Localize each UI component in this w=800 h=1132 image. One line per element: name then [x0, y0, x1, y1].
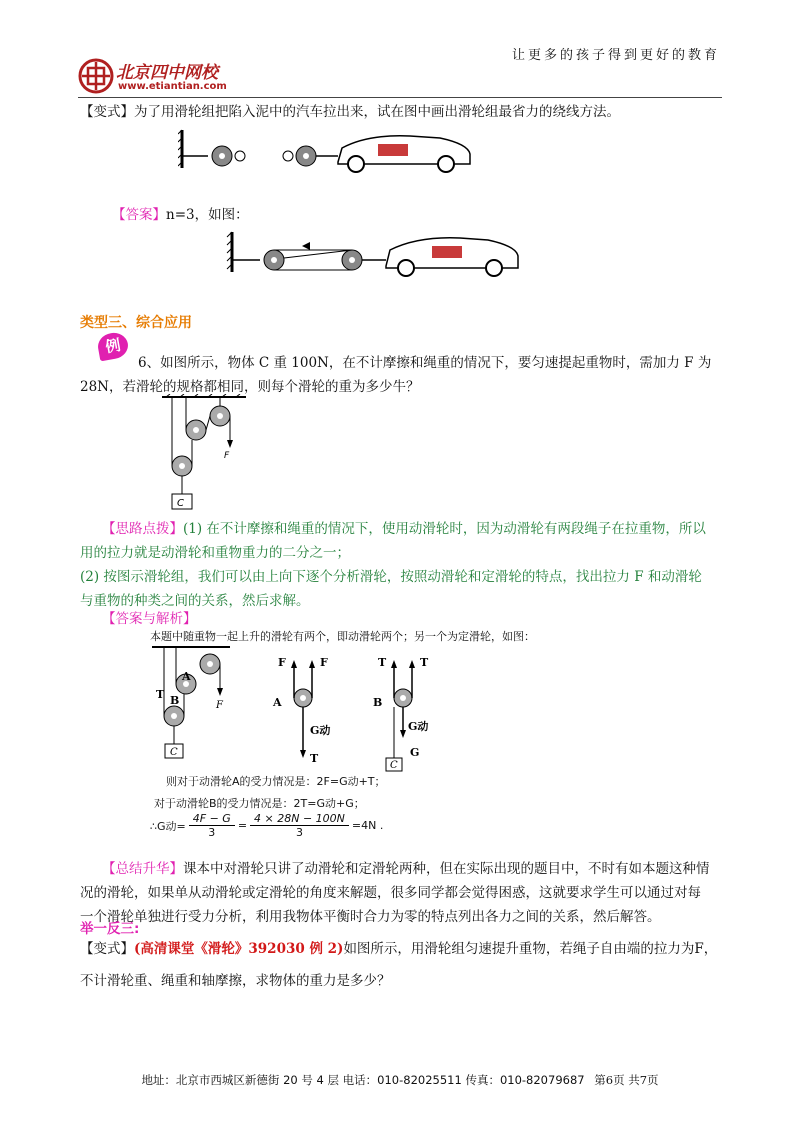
- label-gdong-b: G动: [408, 720, 429, 733]
- practice-ref: (高清课堂《滑轮》392030 例 2): [134, 941, 344, 957]
- label-b: B: [170, 694, 180, 707]
- eq3-frac1-den: 3: [208, 826, 216, 839]
- logo-emblem-icon: [78, 58, 114, 94]
- practice-line1: [80, 937, 717, 961]
- label-f-a1: F: [278, 656, 286, 669]
- force-f-label: F: [224, 451, 230, 461]
- practice-title: 举一反三:: [80, 921, 140, 937]
- eq3-frac1-num: 4F − G: [189, 812, 235, 826]
- car-pulley-figure: [178, 128, 478, 174]
- label-t-a: T: [310, 752, 319, 765]
- label-c-fbd: C: [390, 760, 398, 771]
- hint-line1: (1) 在不计摩擦和绳重的情况下，使用动滑轮时，因为动滑轮有两段绳子在拉重物，所以: [183, 521, 706, 537]
- footer-page: 第6页 共7页: [594, 1073, 659, 1087]
- hint-line2: 用的拉力就是动滑轮和重物重力的二分之一；: [80, 545, 350, 561]
- summary-line3: 一个滑轮单独进行受力分析，利用我物体平衡时合力为零的特点列出各力之间的关系，然后解答。: [80, 909, 661, 925]
- variant1-tag: 【变式】: [80, 104, 134, 120]
- summary-block: [80, 857, 722, 929]
- practice-tag: 【变式】: [80, 941, 134, 957]
- label-gdong-a: G动: [310, 724, 331, 737]
- solution-eq3: ∴G动= $\frac{4F - G}{3}$ = $\frac{4 \times 28N - 100N}{3}$ =4N .: [150, 812, 384, 839]
- eq3-result: =4N .: [351, 819, 384, 832]
- eq3-fraction2: [250, 812, 349, 839]
- variant1-text: 为了用滑轮组把陷入泥中的汽车拉出来，试在图中画出滑轮组最省力的绕线方法。: [134, 104, 620, 120]
- eq3-prefix: ∴G动=: [150, 819, 186, 833]
- example6-line1: 6、如图所示，物体 C 重 100N，在不计摩擦和绳重的情况下，要匀速提起重物时，需加力 F 为: [138, 355, 712, 371]
- hint-tag: 【思路点拨】: [102, 521, 183, 537]
- label-b-fbd: B: [373, 696, 383, 709]
- label-f-a2: F: [320, 656, 328, 669]
- label-t-left: T: [156, 688, 165, 701]
- car-pulley-answer-figure: [226, 228, 522, 278]
- answer1-tag: 【答案】: [112, 207, 166, 223]
- answer1-text: n=3，如图：: [166, 207, 249, 223]
- eq3-frac2-den: 3: [295, 826, 303, 839]
- solution-eq2: 对于动滑轮B的受力情况是：2T=G动+G；: [154, 797, 365, 810]
- example6-line2: 28N，若滑轮的规格都相同，则每个滑轮的重为多少牛？: [80, 379, 420, 395]
- summary-line2: 况的滑轮，如果单从动滑轮或定滑轮的角度来解题，很多同学都会觉得困惑，这就要求学生可以通过对每: [80, 885, 701, 901]
- force-analysis-figure: [150, 644, 450, 772]
- summary-line1: 课本中对滑轮只讲了动滑轮和定滑轮两种，但在实际出现的题目中，不时有如本题这种情: [183, 861, 710, 877]
- logo-url: www.etiantian.com: [118, 81, 227, 92]
- header-slogan: 让更多的孩子得到更好的教育: [511, 48, 720, 63]
- label-t-b1: T: [378, 656, 387, 669]
- practice-text1: 如图所示，用滑轮组匀速提升重物，若绳子自由端的拉力为F，: [343, 941, 718, 957]
- eq3-fraction1: [189, 812, 235, 839]
- pulley-system-figure: [160, 394, 250, 512]
- solution-intro: 本题中随重物一起上升的滑轮有两个，即动滑轮两个；另一个为定滑轮，如图：: [150, 630, 535, 643]
- example-badge: 例: [96, 331, 130, 362]
- practice-line2: 不计滑轮重、绳重和轴摩擦，求物体的重力是多少？: [80, 973, 391, 989]
- label-a: A: [182, 670, 191, 683]
- answer1: [112, 203, 249, 227]
- logo-name: 北京四中网校: [116, 63, 218, 83]
- label-g-b: G: [410, 746, 420, 759]
- hint-block: [80, 517, 706, 613]
- eq3-frac2-num: 4 × 28N − 100N: [250, 812, 349, 826]
- summary-tag: 【总结升华】: [102, 861, 183, 877]
- solution-tag: 【答案与解析】: [102, 611, 197, 627]
- label-t-b2: T: [420, 656, 429, 669]
- hint-line4: 与重物的种类之间的关系，然后求解。: [80, 593, 310, 609]
- weight-c-label: C: [177, 498, 184, 509]
- hint-line3: (2) 按图示滑轮组，我们可以由上向下逐个分析滑轮，按照动滑轮和定滑轮的特点，找出拉力 F 和动滑轮: [80, 569, 702, 585]
- variant1-question: [80, 100, 720, 124]
- footer: [0, 1072, 800, 1088]
- header-divider: [78, 97, 722, 98]
- solution-eq1: 则对于动滑轮A的受力情况是：2F=G动+T；: [166, 775, 386, 788]
- footer-address: 地址：北京市西城区新德街 20 号 4 层 电话：010-82025511 传真：010-82079687: [141, 1073, 585, 1087]
- section3-title: 类型三、综合应用: [80, 315, 192, 331]
- label-f-left: F: [216, 700, 223, 711]
- label-c-left: C: [170, 747, 178, 758]
- label-a-fbd: A: [273, 696, 282, 709]
